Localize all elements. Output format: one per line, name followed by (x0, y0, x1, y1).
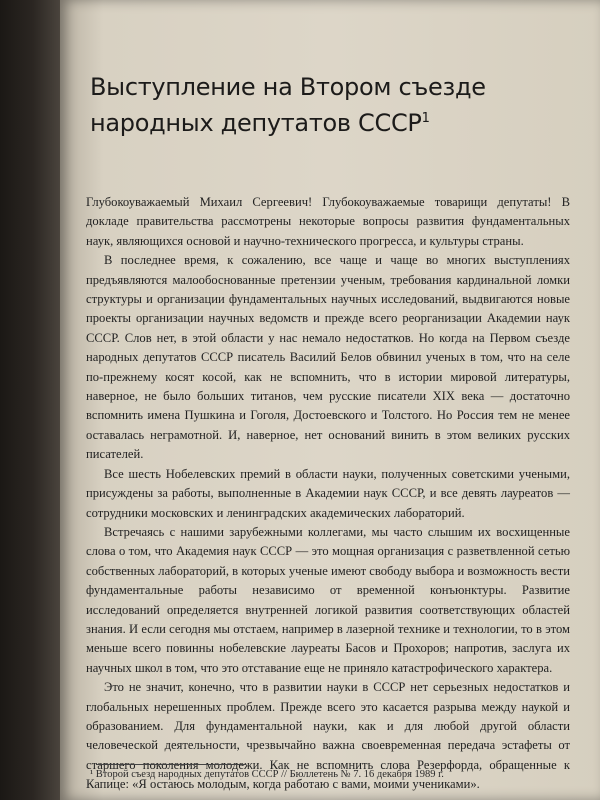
paragraph-problems: Это не значит, конечно, что в развитии науки в СССР нет серьезных недостатков и глобальных нерешенных проблем. Прежде всего это касается разрыва между наукой и образованием. Для фундаментальной науки, как и для любой другой области человеческой деятельности, чрезвычайно важна своевременная передача эстафеты от старшего поколения молодежи. Как не вспомнить слова Резерфорда, обращенные к Капице: «Я остаюсь молодым, когда работаю с вами, моими учениками». (86, 680, 570, 792)
title-footnote-mark: 1 (421, 111, 430, 126)
title-text: Выступление на Втором съезде народных депутатов СССР (90, 73, 486, 137)
book-spine-shadow (0, 0, 60, 800)
paragraph-colleagues: Встречаясь с нашими зарубежными коллегами, мы часто слышим их восхищенные слова о том, что Академия наук СССР — это мощная организация с разветвленной сетью собственных лабораторий, в которых ученые имеют свободу выбора и возможность вести фундаментальные работы независимо от временной конъюнктуры. Развитие исследований определяется внутренней логикой развития соответствующих областей знания. И если сегодня мы отстаем, например в лазерной технике и технологии, то в этом меньше всего повинны нобелевские лауреаты Басов и Прохоров; напротив, заслуга их научных школ в том, что это отставание еще не приняло катастрофического характера. (86, 524, 570, 675)
paragraph-greeting: Глубокоуважаемый Михаил Сергеевич! Глубокоуважаемые товарищи депутаты! В докладе правительства рассмотрены некоторые вопросы развития фундаментальных наук, являющихся основой и научно-технического прогресса, и культуры страны. (86, 195, 570, 248)
footnote: ¹ Второй съезд народных депутатов СССР // Бюллетень № 7. 16 декабря 1989 г. (90, 769, 444, 780)
page-title (90, 72, 560, 139)
paragraph-nobel: Все шесть Нобелевских премий в области науки, полученных советскими учеными, присуждены за работы, выполненные в Академии наук СССР, и все девять лауреатов — сотрудники московских и ленинградских академических лабораторий. (86, 466, 570, 520)
book-page (60, 0, 600, 800)
paragraph-criticism: В последнее время, к сожалению, все чаще и чаще во многих выступлениях предъявляются малообоснованные претензии ученым, требования кардинальной ломки структуры и организации фундаментальных научных исследований, выдвигаются новые проекты организации научных ведомств и прежде всего реорганизации Академии наук СССР. Слов нет, в этой области у нас немало недостатков. Но когда на Первом съезде народных депутатов СССР писатель Василий Белов обвинил ученых в том, что на селе по-прежнему косят косой, как не вспомнить, что в истории мировой литературы, наверное, не было больших титанов, чем русские писатели XIX века — достаточно вспомнить имена Пушкина и Гоголя, Достоевского и Толстого. Но Россия тем не менее оставалась неграмотной. И, наверное, нет оснований винить в этом великих русских писателей. (86, 253, 570, 462)
body-text (86, 193, 570, 795)
footnote-divider (96, 764, 246, 765)
